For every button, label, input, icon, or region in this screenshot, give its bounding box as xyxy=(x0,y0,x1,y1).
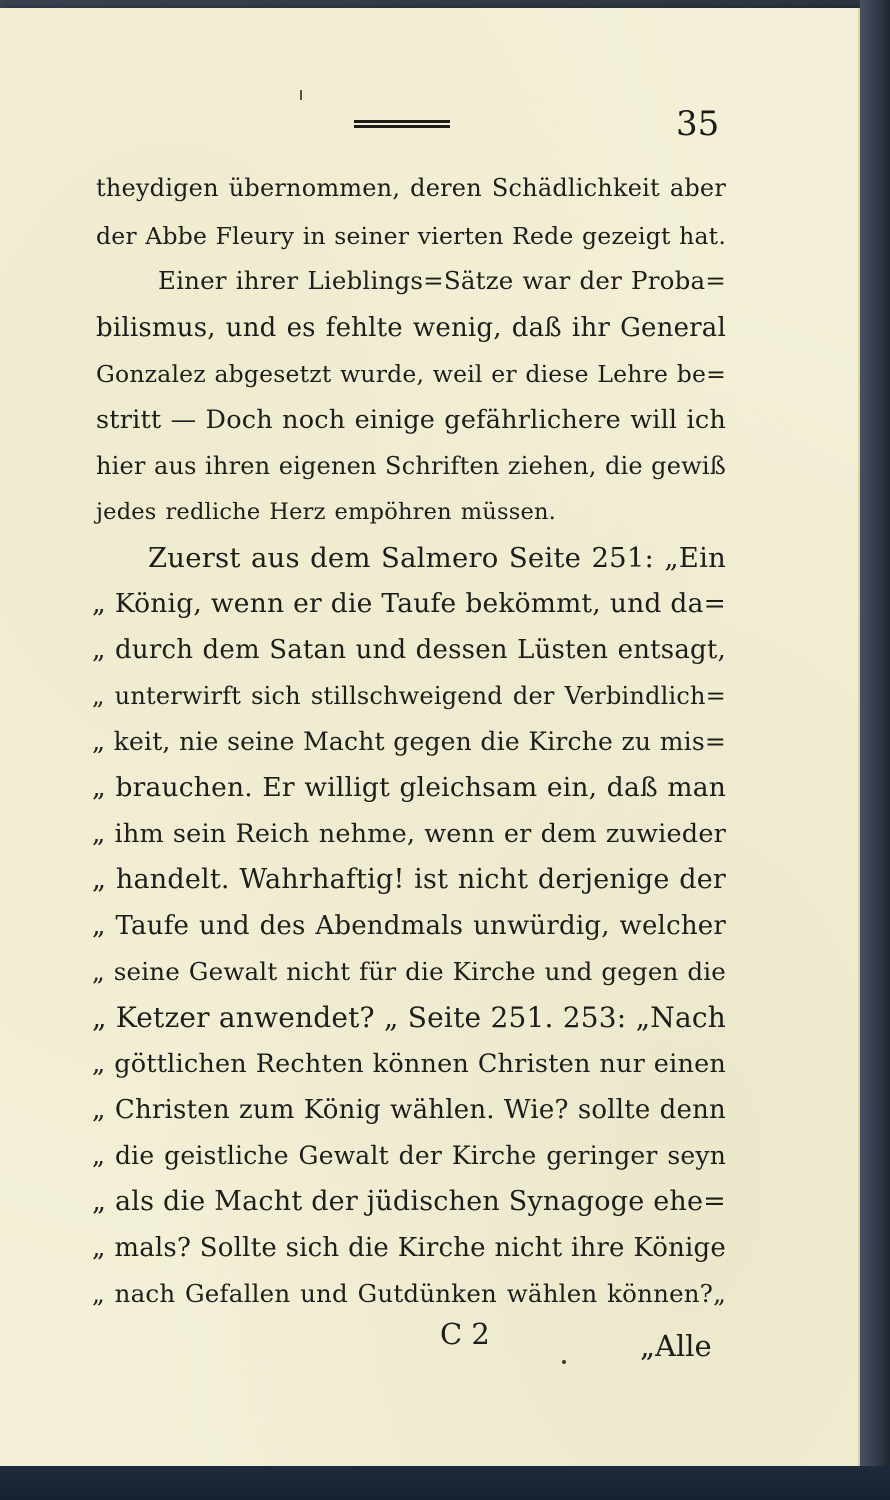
text-line: „ Taufe und des Abendmals unwürdig, welcher xyxy=(92,911,726,941)
header-rule xyxy=(354,120,450,128)
text-line: „ unterwirft sich stillschweigend der Verbindlich= xyxy=(92,682,726,710)
text-line: „ nach Gefallen und Gutdünken wählen können?„ xyxy=(92,1279,726,1308)
text-line: „ durch dem Satan und dessen Lüsten entsagt, xyxy=(92,635,726,665)
text-line: „ König, wenn er die Taufe bekömmt, und da= xyxy=(92,588,726,619)
text-line: „ die geistliche Gewalt der Kirche geringer seyn xyxy=(92,1141,726,1170)
signature-mark: C 2 xyxy=(440,1317,490,1351)
text-line: „ keit, nie seine Macht gegen die Kirche zu mis= xyxy=(92,727,726,756)
scanner-edge-right xyxy=(860,0,890,1500)
text-line: „ mals? Sollte sich die Kirche nicht ihre Könige xyxy=(92,1233,726,1263)
text-line: „ seine Gewalt nicht für die Kirche und gegen die xyxy=(92,957,726,986)
text-line: „ Ketzer anwendet? „ Seite 251. 253: „Nach xyxy=(92,1001,726,1034)
text-line: der Abbe Fleury in seiner vierten Rede gezeigt hat. xyxy=(96,222,726,250)
text-line: „ brauchen. Er willigt gleichsam ein, daß man xyxy=(92,772,726,803)
text-line: Zuerst aus dem Salmero Seite 251: „Ein xyxy=(148,542,726,574)
text-line: „ als die Macht der jüdischen Synagoge ehe= xyxy=(92,1186,726,1217)
text-line: jedes redliche Herz empöhren müssen. xyxy=(96,499,556,525)
ink-mark xyxy=(300,90,302,100)
text-line: „ ihm sein Reich nehme, wenn er dem zuwieder xyxy=(92,819,726,849)
text-line: „ göttlichen Rechten können Christen nur einen xyxy=(92,1049,726,1079)
text-line: hier aus ihren eigenen Schriften ziehen, die gewiß xyxy=(96,452,726,480)
text-line: bilismus, und es fehlte wenig, daß ihr General xyxy=(96,313,726,343)
scanner-edge-bottom xyxy=(0,1466,890,1500)
text-line: stritt — Doch noch einige gefährlichere will ich xyxy=(96,405,726,435)
page-number: 35 xyxy=(676,104,720,144)
catchword: „Alle xyxy=(640,1329,712,1363)
text-line: Einer ihrer Lieblings=Sätze war der Proba= xyxy=(158,266,726,295)
ink-speck xyxy=(562,1360,566,1364)
text-line: theydigen übernommen, deren Schädlichkeit aber xyxy=(96,174,726,202)
text-line: „ Christen zum König wählen. Wie? sollte denn xyxy=(92,1095,726,1125)
text-line: Gonzalez abgesetzt wurde, weil er diese Lehre be= xyxy=(96,360,726,388)
text-line: „ handelt. Wahrhaftig! ist nicht derjenige der xyxy=(92,864,726,895)
book-page xyxy=(0,8,861,1466)
